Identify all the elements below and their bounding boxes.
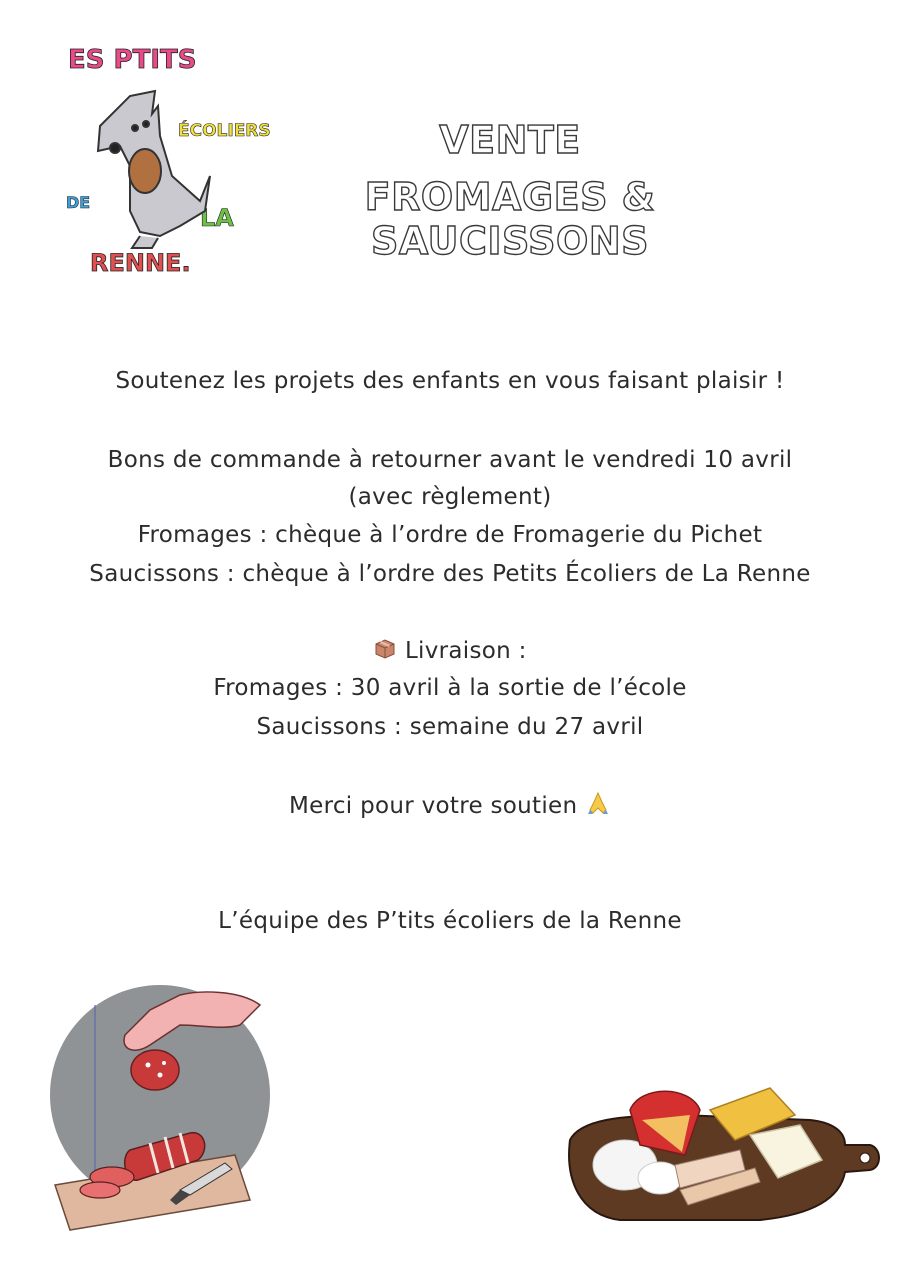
intro-text: Soutenez les projets des enfants en vous faisant plaisir ! bbox=[115, 368, 785, 394]
payment-sausage: Saucissons : chèque à l’ordre des Petits Écoliers de La Renne bbox=[89, 561, 811, 587]
order-payment-note: (avec règlement) bbox=[348, 484, 552, 510]
delivery-cheese: Fromages : 30 avril à la sortie de l’école bbox=[213, 675, 687, 701]
page-title-line2: FROMAGES & SAUCISSONS bbox=[364, 175, 656, 263]
school-logo bbox=[60, 36, 271, 277]
delivery-sausage: Saucissons : semaine du 27 avril bbox=[256, 714, 644, 740]
cheese-board-illustration bbox=[560, 1070, 890, 1230]
logo-text-top: ES PTITS bbox=[68, 45, 197, 75]
payment-cheese: Fromages : chèque à l’ordre de Fromagerie du Pichet bbox=[137, 522, 763, 548]
logo-text-la: LA bbox=[200, 204, 234, 232]
wolf-icon bbox=[98, 91, 210, 248]
thanks-text: Merci pour votre soutien bbox=[288, 793, 578, 819]
delivery-label: Livraison : bbox=[404, 638, 527, 664]
delivery-heading bbox=[0, 637, 900, 664]
logo-text-left: DE bbox=[66, 193, 91, 212]
signature: L’équipe des P’tits écoliers de la Renne bbox=[218, 908, 682, 934]
logo-text-bottom: RENNE. bbox=[90, 249, 191, 277]
thanks-line bbox=[0, 790, 900, 819]
page-title-line1: VENTE bbox=[439, 118, 581, 162]
order-deadline: Bons de commande à retourner avant le vendredi 10 avril bbox=[107, 447, 793, 473]
logo-text-right: ÉCOLIERS bbox=[178, 121, 271, 141]
saucisson-illustration bbox=[40, 985, 280, 1235]
package-icon bbox=[373, 637, 397, 661]
praying-hands-icon bbox=[585, 790, 611, 816]
